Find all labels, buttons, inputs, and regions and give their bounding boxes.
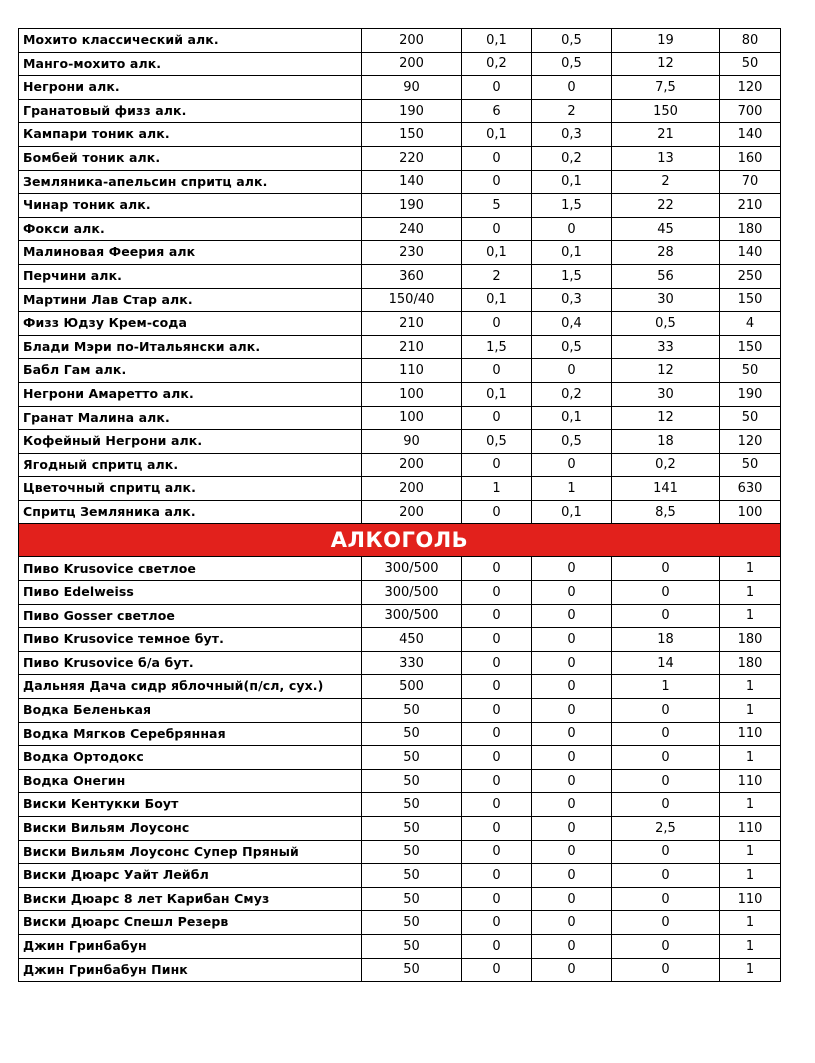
cell-fat: 2 xyxy=(532,99,612,123)
table-row xyxy=(19,453,781,477)
nutrition-table xyxy=(18,28,781,982)
cell-calories: 700 xyxy=(720,99,781,123)
cell-carbs: 0,5 xyxy=(612,312,720,336)
cell-calories: 1 xyxy=(720,958,781,982)
table-row xyxy=(19,170,781,194)
table-row xyxy=(19,99,781,123)
table-row xyxy=(19,581,781,605)
cell-item-name: Кофейный Негрони алк. xyxy=(19,430,362,454)
cell-carbs: 0 xyxy=(612,746,720,770)
cell-item-name: Виски Кентукки Боут xyxy=(19,793,362,817)
cell-weight: 50 xyxy=(362,769,462,793)
cell-fat: 0 xyxy=(532,887,612,911)
cell-weight: 50 xyxy=(362,887,462,911)
table-row xyxy=(19,312,781,336)
cell-calories: 120 xyxy=(720,76,781,100)
cell-item-name: Гранат Малина алк. xyxy=(19,406,362,430)
cell-calories: 1 xyxy=(720,604,781,628)
cell-weight: 200 xyxy=(362,29,462,53)
cell-carbs: 12 xyxy=(612,52,720,76)
cell-weight: 360 xyxy=(362,264,462,288)
cell-item-name: Манго-мохито алк. xyxy=(19,52,362,76)
table-row xyxy=(19,335,781,359)
cell-item-name: Дальняя Дача сидр яблочный(п/сл, сух.) xyxy=(19,675,362,699)
table-row xyxy=(19,76,781,100)
cell-item-name: Виски Дюарс Уайт Лейбл xyxy=(19,864,362,888)
cell-carbs: 8,5 xyxy=(612,500,720,524)
cell-calories: 110 xyxy=(720,887,781,911)
table-row xyxy=(19,769,781,793)
cell-carbs: 12 xyxy=(612,406,720,430)
cell-calories: 100 xyxy=(720,500,781,524)
cell-protein: 0 xyxy=(462,581,532,605)
cell-weight: 50 xyxy=(362,722,462,746)
cell-weight: 110 xyxy=(362,359,462,383)
cell-fat: 0,4 xyxy=(532,312,612,336)
cell-fat: 0 xyxy=(532,628,612,652)
table-row xyxy=(19,604,781,628)
cell-carbs: 1 xyxy=(612,675,720,699)
cell-weight: 50 xyxy=(362,817,462,841)
cell-item-name: Бабл Гам алк. xyxy=(19,359,362,383)
cell-protein: 0 xyxy=(462,146,532,170)
cell-weight: 300/500 xyxy=(362,604,462,628)
cell-carbs: 18 xyxy=(612,430,720,454)
table-row xyxy=(19,793,781,817)
cell-carbs: 0 xyxy=(612,581,720,605)
table-row xyxy=(19,817,781,841)
cell-carbs: 19 xyxy=(612,29,720,53)
cell-fat: 0 xyxy=(532,817,612,841)
cell-weight: 330 xyxy=(362,651,462,675)
table-row xyxy=(19,864,781,888)
cell-protein: 0 xyxy=(462,864,532,888)
cell-calories: 1 xyxy=(720,840,781,864)
cell-item-name: Водка Ортодокс xyxy=(19,746,362,770)
cell-protein: 0 xyxy=(462,557,532,581)
cell-fat: 0,3 xyxy=(532,123,612,147)
cell-fat: 0 xyxy=(532,557,612,581)
cell-protein: 0 xyxy=(462,628,532,652)
cell-fat: 0 xyxy=(532,769,612,793)
cell-fat: 0 xyxy=(532,651,612,675)
cell-carbs: 14 xyxy=(612,651,720,675)
nutrition-table-body xyxy=(19,29,781,982)
cell-calories: 180 xyxy=(720,651,781,675)
cell-fat: 0 xyxy=(532,453,612,477)
cell-carbs: 0,2 xyxy=(612,453,720,477)
cell-fat: 0,1 xyxy=(532,241,612,265)
table-row xyxy=(19,557,781,581)
cell-item-name: Цветочный спритц алк. xyxy=(19,477,362,501)
cell-carbs: 18 xyxy=(612,628,720,652)
cell-carbs: 0 xyxy=(612,958,720,982)
table-row xyxy=(19,382,781,406)
cell-fat: 1,5 xyxy=(532,194,612,218)
cell-weight: 220 xyxy=(362,146,462,170)
cell-protein: 0 xyxy=(462,359,532,383)
table-row xyxy=(19,146,781,170)
cell-weight: 100 xyxy=(362,406,462,430)
cell-protein: 0 xyxy=(462,453,532,477)
cell-carbs: 0 xyxy=(612,769,720,793)
cell-item-name: Пиво Krusovice темное бут. xyxy=(19,628,362,652)
cell-weight: 210 xyxy=(362,335,462,359)
cell-weight: 200 xyxy=(362,52,462,76)
cell-protein: 0 xyxy=(462,500,532,524)
cell-calories: 140 xyxy=(720,123,781,147)
table-row xyxy=(19,29,781,53)
cell-item-name: Мохито классический алк. xyxy=(19,29,362,53)
cell-protein: 0 xyxy=(462,911,532,935)
cell-protein: 0 xyxy=(462,406,532,430)
cell-calories: 110 xyxy=(720,817,781,841)
cell-protein: 0 xyxy=(462,958,532,982)
cell-fat: 0 xyxy=(532,217,612,241)
cell-calories: 50 xyxy=(720,406,781,430)
cell-item-name: Блади Мэри по-Итальянски алк. xyxy=(19,335,362,359)
cell-protein: 0 xyxy=(462,793,532,817)
cell-fat: 1 xyxy=(532,477,612,501)
cell-weight: 150 xyxy=(362,123,462,147)
cell-carbs: 0 xyxy=(612,793,720,817)
cell-protein: 0,5 xyxy=(462,430,532,454)
cell-item-name: Пиво Krusovice б/а бут. xyxy=(19,651,362,675)
cell-item-name: Малиновая Феерия алк xyxy=(19,241,362,265)
cell-item-name: Пиво Krusovice светлое xyxy=(19,557,362,581)
cell-carbs: 0 xyxy=(612,604,720,628)
cell-fat: 0 xyxy=(532,76,612,100)
cell-carbs: 0 xyxy=(612,557,720,581)
cell-calories: 80 xyxy=(720,29,781,53)
cell-protein: 0 xyxy=(462,934,532,958)
cell-fat: 0,1 xyxy=(532,170,612,194)
table-row xyxy=(19,934,781,958)
cell-calories: 1 xyxy=(720,911,781,935)
cell-weight: 300/500 xyxy=(362,557,462,581)
cell-fat: 0 xyxy=(532,581,612,605)
cell-fat: 0,2 xyxy=(532,382,612,406)
cell-protein: 0 xyxy=(462,604,532,628)
cell-fat: 0 xyxy=(532,958,612,982)
cell-weight: 50 xyxy=(362,934,462,958)
cell-item-name: Гранатовый физз алк. xyxy=(19,99,362,123)
cell-fat: 1,5 xyxy=(532,264,612,288)
cell-carbs: 0 xyxy=(612,840,720,864)
cell-fat: 0 xyxy=(532,699,612,723)
cell-calories: 180 xyxy=(720,628,781,652)
cell-item-name: Физз Юдзу Крем-сода xyxy=(19,312,362,336)
table-row xyxy=(19,359,781,383)
cell-item-name: Джин Гринбабун Пинк xyxy=(19,958,362,982)
cell-protein: 2 xyxy=(462,264,532,288)
cell-calories: 1 xyxy=(720,934,781,958)
cell-fat: 0 xyxy=(532,604,612,628)
cell-carbs: 0 xyxy=(612,722,720,746)
cell-carbs: 12 xyxy=(612,359,720,383)
cell-carbs: 21 xyxy=(612,123,720,147)
cell-protein: 0 xyxy=(462,840,532,864)
cell-fat: 0 xyxy=(532,911,612,935)
cell-weight: 500 xyxy=(362,675,462,699)
cell-calories: 210 xyxy=(720,194,781,218)
cell-protein: 0 xyxy=(462,651,532,675)
cell-fat: 0,5 xyxy=(532,430,612,454)
cell-carbs: 7,5 xyxy=(612,76,720,100)
cell-protein: 6 xyxy=(462,99,532,123)
cell-calories: 50 xyxy=(720,453,781,477)
cell-item-name: Пиво Edelweiss xyxy=(19,581,362,605)
table-row xyxy=(19,840,781,864)
cell-carbs: 0 xyxy=(612,699,720,723)
table-row xyxy=(19,241,781,265)
cell-weight: 50 xyxy=(362,911,462,935)
cell-weight: 50 xyxy=(362,699,462,723)
cell-calories: 110 xyxy=(720,769,781,793)
cell-fat: 0 xyxy=(532,840,612,864)
cell-fat: 0 xyxy=(532,675,612,699)
cell-item-name: Виски Вильям Лоусонс xyxy=(19,817,362,841)
cell-item-name: Негрони алк. xyxy=(19,76,362,100)
cell-calories: 1 xyxy=(720,746,781,770)
cell-item-name: Водка Онегин xyxy=(19,769,362,793)
cell-weight: 90 xyxy=(362,76,462,100)
cell-fat: 0 xyxy=(532,746,612,770)
cell-calories: 160 xyxy=(720,146,781,170)
cell-carbs: 22 xyxy=(612,194,720,218)
cell-item-name: Виски Дюарс Спешл Резерв xyxy=(19,911,362,935)
cell-protein: 0 xyxy=(462,76,532,100)
cell-item-name: Ягодный спритц алк. xyxy=(19,453,362,477)
cell-item-name: Водка Беленькая xyxy=(19,699,362,723)
table-row xyxy=(19,887,781,911)
table-row xyxy=(19,958,781,982)
cell-calories: 1 xyxy=(720,557,781,581)
cell-protein: 1 xyxy=(462,477,532,501)
cell-carbs: 0 xyxy=(612,887,720,911)
cell-weight: 50 xyxy=(362,840,462,864)
cell-fat: 0 xyxy=(532,793,612,817)
cell-fat: 0 xyxy=(532,864,612,888)
cell-protein: 0,1 xyxy=(462,241,532,265)
cell-carbs: 0 xyxy=(612,911,720,935)
cell-carbs: 2,5 xyxy=(612,817,720,841)
cell-calories: 1 xyxy=(720,581,781,605)
cell-weight: 150/40 xyxy=(362,288,462,312)
table-row xyxy=(19,651,781,675)
cell-weight: 200 xyxy=(362,453,462,477)
cell-weight: 100 xyxy=(362,382,462,406)
cell-carbs: 28 xyxy=(612,241,720,265)
cell-carbs: 33 xyxy=(612,335,720,359)
cell-carbs: 30 xyxy=(612,382,720,406)
cell-fat: 0,5 xyxy=(532,52,612,76)
table-row xyxy=(19,722,781,746)
cell-item-name: Джин Гринбабун xyxy=(19,934,362,958)
cell-carbs: 150 xyxy=(612,99,720,123)
section-title: АЛКОГОЛЬ xyxy=(19,524,781,557)
cell-protein: 0,1 xyxy=(462,123,532,147)
cell-carbs: 30 xyxy=(612,288,720,312)
cell-protein: 0 xyxy=(462,217,532,241)
cell-protein: 0 xyxy=(462,722,532,746)
cell-weight: 50 xyxy=(362,864,462,888)
cell-calories: 150 xyxy=(720,288,781,312)
cell-protein: 0,1 xyxy=(462,288,532,312)
cell-calories: 1 xyxy=(720,699,781,723)
cell-carbs: 13 xyxy=(612,146,720,170)
cell-weight: 50 xyxy=(362,746,462,770)
cell-carbs: 0 xyxy=(612,864,720,888)
cell-weight: 200 xyxy=(362,477,462,501)
cell-weight: 240 xyxy=(362,217,462,241)
table-row xyxy=(19,288,781,312)
cell-fat: 0,1 xyxy=(532,406,612,430)
cell-carbs: 141 xyxy=(612,477,720,501)
cell-item-name: Спритц Земляника алк. xyxy=(19,500,362,524)
cell-item-name: Фокси алк. xyxy=(19,217,362,241)
cell-protein: 5 xyxy=(462,194,532,218)
cell-calories: 120 xyxy=(720,430,781,454)
cell-fat: 0,2 xyxy=(532,146,612,170)
table-row xyxy=(19,675,781,699)
table-row xyxy=(19,500,781,524)
cell-protein: 0 xyxy=(462,769,532,793)
cell-weight: 210 xyxy=(362,312,462,336)
cell-item-name: Бомбей тоник алк. xyxy=(19,146,362,170)
cell-calories: 180 xyxy=(720,217,781,241)
cell-protein: 0 xyxy=(462,170,532,194)
table-row xyxy=(19,746,781,770)
cell-calories: 1 xyxy=(720,864,781,888)
cell-weight: 230 xyxy=(362,241,462,265)
cell-weight: 190 xyxy=(362,194,462,218)
cell-fat: 0,5 xyxy=(532,335,612,359)
table-row xyxy=(19,194,781,218)
cell-calories: 630 xyxy=(720,477,781,501)
cell-weight: 300/500 xyxy=(362,581,462,605)
cell-protein: 1,5 xyxy=(462,335,532,359)
cell-calories: 150 xyxy=(720,335,781,359)
cell-calories: 4 xyxy=(720,312,781,336)
cell-calories: 70 xyxy=(720,170,781,194)
cell-carbs: 56 xyxy=(612,264,720,288)
cell-protein: 0 xyxy=(462,887,532,911)
cell-fat: 0,1 xyxy=(532,500,612,524)
cell-fat: 0,3 xyxy=(532,288,612,312)
cell-calories: 110 xyxy=(720,722,781,746)
table-row xyxy=(19,430,781,454)
cell-protein: 0 xyxy=(462,699,532,723)
table-row xyxy=(19,628,781,652)
cell-weight: 50 xyxy=(362,958,462,982)
cell-weight: 140 xyxy=(362,170,462,194)
cell-carbs: 0 xyxy=(612,934,720,958)
cell-item-name: Мартини Лав Стар алк. xyxy=(19,288,362,312)
table-row xyxy=(19,699,781,723)
cell-fat: 0,5 xyxy=(532,29,612,53)
cell-item-name: Негрони Амаретто алк. xyxy=(19,382,362,406)
cell-protein: 0 xyxy=(462,675,532,699)
cell-protein: 0,2 xyxy=(462,52,532,76)
cell-item-name: Пиво Gosser светлое xyxy=(19,604,362,628)
cell-fat: 0 xyxy=(532,934,612,958)
cell-calories: 1 xyxy=(720,675,781,699)
cell-protein: 0 xyxy=(462,746,532,770)
section-header-row xyxy=(19,524,781,557)
cell-item-name: Виски Дюарс 8 лет Карибан Смуз xyxy=(19,887,362,911)
table-row xyxy=(19,911,781,935)
cell-protein: 0 xyxy=(462,312,532,336)
cell-fat: 0 xyxy=(532,722,612,746)
table-row xyxy=(19,217,781,241)
cell-item-name: Кампари тоник алк. xyxy=(19,123,362,147)
cell-calories: 190 xyxy=(720,382,781,406)
cell-weight: 200 xyxy=(362,500,462,524)
cell-weight: 190 xyxy=(362,99,462,123)
table-row xyxy=(19,52,781,76)
cell-item-name: Чинар тоник алк. xyxy=(19,194,362,218)
table-row xyxy=(19,264,781,288)
cell-calories: 50 xyxy=(720,359,781,383)
cell-calories: 250 xyxy=(720,264,781,288)
cell-protein: 0,1 xyxy=(462,29,532,53)
table-row xyxy=(19,123,781,147)
cell-item-name: Перчини алк. xyxy=(19,264,362,288)
cell-protein: 0,1 xyxy=(462,382,532,406)
cell-item-name: Виски Вильям Лоусонс Супер Пряный xyxy=(19,840,362,864)
cell-protein: 0 xyxy=(462,817,532,841)
cell-item-name: Водка Мягков Серебрянная xyxy=(19,722,362,746)
cell-weight: 50 xyxy=(362,793,462,817)
cell-calories: 140 xyxy=(720,241,781,265)
cell-carbs: 45 xyxy=(612,217,720,241)
table-row xyxy=(19,406,781,430)
cell-fat: 0 xyxy=(532,359,612,383)
cell-carbs: 2 xyxy=(612,170,720,194)
cell-item-name: Земляника-апельсин спритц алк. xyxy=(19,170,362,194)
cell-weight: 90 xyxy=(362,430,462,454)
cell-weight: 450 xyxy=(362,628,462,652)
cell-calories: 1 xyxy=(720,793,781,817)
table-row xyxy=(19,477,781,501)
cell-calories: 50 xyxy=(720,52,781,76)
